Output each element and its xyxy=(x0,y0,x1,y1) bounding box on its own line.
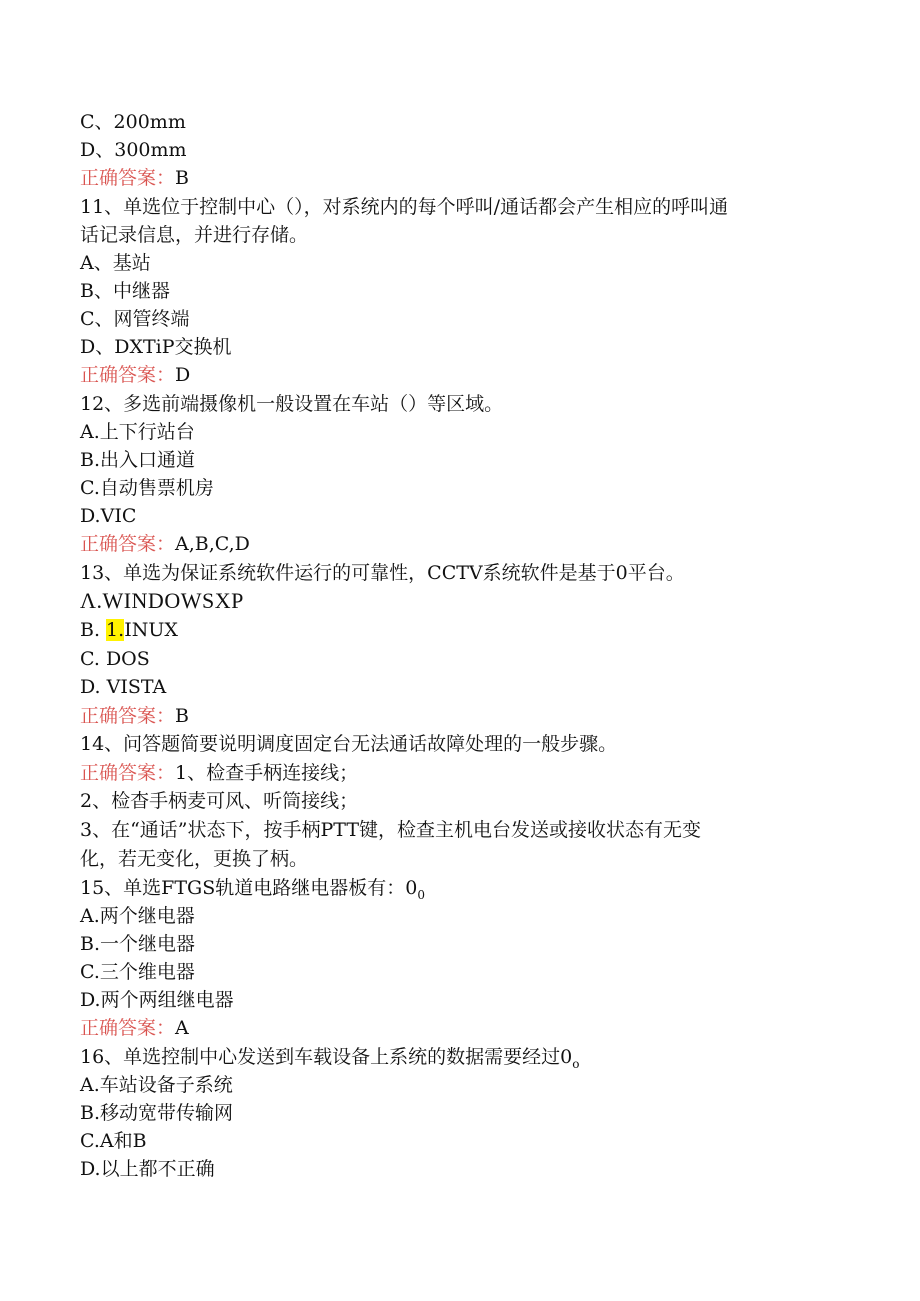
option-line: D、DXTiP交换机 xyxy=(80,336,232,358)
answer-label: 正确答案： xyxy=(80,167,176,189)
option-line: B.一个继电器 xyxy=(80,933,196,955)
option-line: B.移动宽带传输网 xyxy=(80,1102,234,1124)
answer-value: B xyxy=(175,167,189,189)
option-line: A.上下行站台 xyxy=(80,421,195,443)
question-line: 12、多选前端摄像机一般设置在车站（）等区域。 xyxy=(80,393,504,415)
option-line: D.VIC xyxy=(80,505,137,527)
answer-text-line: 3、在“通话”状态下，按手柄PTT键，检查主机电台发送或接收状态有无变 xyxy=(80,819,701,841)
answer-label: 正确答案： xyxy=(80,364,176,386)
option-line: B、中继器 xyxy=(80,280,170,302)
question-line: 11、单选位于控制中心（），对系统内的每个呼叫/通话都会产生相应的呼叫通 xyxy=(80,196,729,218)
answer-label: 正确答案： xyxy=(80,1017,176,1039)
question-line: 13、单选为保证系统软件运行的可靠性，CCTV系统软件是基于0平台。 xyxy=(80,562,685,584)
question-line: 16、单选控制中心发送到车载设备上系统的数据需要经过$0_o$ xyxy=(80,1046,580,1071)
answer-value: A,B,C,D xyxy=(175,533,250,555)
answer-text-line: 2、检杳手柄麦可风、听筒接线； xyxy=(80,790,359,812)
option-line: D.以上都不正确 xyxy=(80,1158,215,1180)
answer-line xyxy=(80,759,860,787)
highlighted-text: 1. xyxy=(106,619,125,641)
option-line: C.A和B xyxy=(80,1130,147,1152)
answer-line xyxy=(80,1014,860,1042)
answer-label: 正确答案： xyxy=(80,705,176,727)
answer-value: D xyxy=(175,364,191,386)
option-line: C.三个维电器 xyxy=(80,961,195,983)
answer-value: 1、检查手柄连接线； xyxy=(175,762,359,784)
question-line: 话记录信息，并进行存储。 xyxy=(80,224,309,246)
question-line: 14、问答题简要说明调度固定台无法通话故障处理的一般步骤。 xyxy=(80,733,618,755)
answer-label: 正确答案： xyxy=(80,533,176,555)
option-line: C、网管终端 xyxy=(80,308,190,330)
answer-value: B xyxy=(175,705,189,727)
option-line: B. 1.INUX xyxy=(80,619,178,641)
option-line: A.车站设备子系统 xyxy=(80,1074,233,1096)
answer-label: 正确答案： xyxy=(80,762,176,784)
option-line: D. VISTA xyxy=(80,676,167,698)
option-line: A.两个继电器 xyxy=(80,905,195,927)
answer-value: A xyxy=(175,1017,189,1039)
option-line: B.出入口通道 xyxy=(80,449,196,471)
answer-line xyxy=(80,530,860,558)
option-line: D、300mm xyxy=(80,139,187,161)
answer-line xyxy=(80,361,860,389)
option-line: D.两个两组继电器 xyxy=(80,989,234,1011)
option-line: A、基站 xyxy=(80,252,151,274)
question-line: 15、单选FTGS轨道电路继电器板有：$0_0$ xyxy=(80,877,425,902)
option-line: Λ.WINDOWSXP xyxy=(80,588,244,613)
option-line: C、200mm xyxy=(80,111,186,133)
answer-text-line: 化，若无变化，更换了柄。 xyxy=(80,848,309,870)
answer-line xyxy=(80,164,860,192)
option-line: C.自动售票机房 xyxy=(80,477,214,499)
answer-line xyxy=(80,702,860,730)
option-line: C. DOS xyxy=(80,648,150,670)
